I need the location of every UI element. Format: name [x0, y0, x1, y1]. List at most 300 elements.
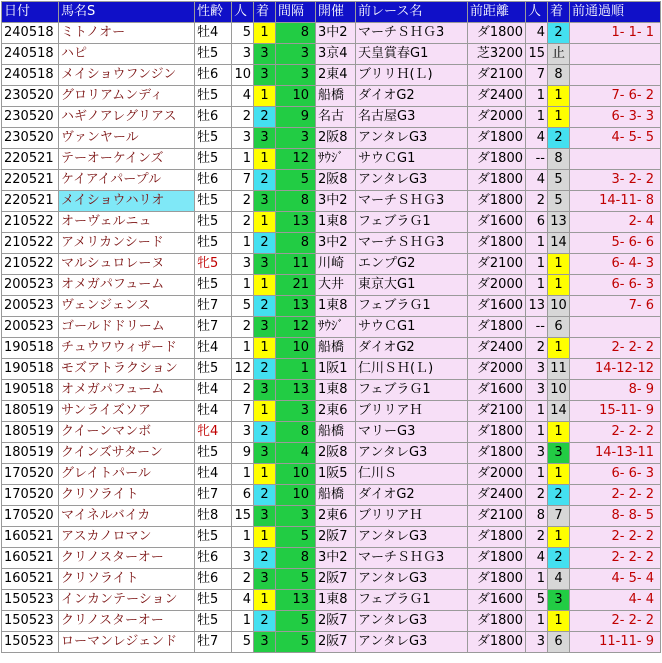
row-prev-race: マーチＳＨＧ3: [356, 191, 468, 212]
row-popularity: 2: [232, 569, 254, 590]
row-prev-race: ブリリアＨ: [356, 401, 468, 422]
row-prev-passing: 14-13-11: [570, 443, 661, 464]
header-finish[interactable]: 着: [254, 2, 276, 23]
row-prev-race: フェブラＧ1: [356, 380, 468, 401]
row-prev-popularity: 2: [526, 191, 548, 212]
row-date: 150523: [2, 590, 59, 611]
row-prev-popularity: 1: [526, 569, 548, 590]
row-track: 2阪7: [316, 611, 356, 632]
row-prev-distance: ダ1800: [468, 611, 526, 632]
row-popularity: 4: [232, 86, 254, 107]
row-prev-passing: 4- 5- 4: [570, 569, 661, 590]
table-row[interactable]: [2, 296, 661, 317]
table-row[interactable]: [2, 65, 661, 86]
table-body: [2, 23, 661, 653]
row-finish: 3: [254, 44, 276, 65]
table-row[interactable]: [2, 443, 661, 464]
row-interval: 8: [276, 233, 316, 254]
table-row[interactable]: [2, 611, 661, 632]
row-sex-age: 牡8: [195, 506, 232, 527]
row-popularity: 1: [232, 338, 254, 359]
row-prev-popularity: 1: [526, 422, 548, 443]
row-prev-race: マーチＳＨＧ3: [356, 548, 468, 569]
row-prev-distance: ダ2000: [468, 107, 526, 128]
row-sex-age: 牡5: [195, 443, 232, 464]
row-track: 2阪7: [316, 527, 356, 548]
row-prev-race: 名古屋G3: [356, 107, 468, 128]
row-sex-age: 牡6: [195, 170, 232, 191]
row-sex-age: 牡6: [195, 548, 232, 569]
row-track: 1東8: [316, 380, 356, 401]
row-horse-name: クリノスターオー: [59, 611, 195, 632]
row-prev-race: マーチＳＨＧ3: [356, 23, 468, 44]
row-prev-popularity: 4: [526, 548, 548, 569]
row-sex-age: 牡6: [195, 107, 232, 128]
row-prev-passing: 11-11- 9: [570, 632, 661, 653]
row-prev-finish: 8: [548, 65, 570, 86]
row-prev-finish: 5: [548, 170, 570, 191]
table-row[interactable]: [2, 422, 661, 443]
row-interval: 8: [276, 548, 316, 569]
row-popularity: 1: [232, 149, 254, 170]
row-prev-distance: ダ2100: [468, 65, 526, 86]
row-horse-name: オメガパフューム: [59, 380, 195, 401]
row-prev-passing: 2- 2- 2: [570, 527, 661, 548]
row-prev-race: アンタレG3: [356, 443, 468, 464]
row-prev-passing: 8- 8- 5: [570, 506, 661, 527]
row-prev-passing: 2- 2- 2: [570, 338, 661, 359]
table-row[interactable]: [2, 464, 661, 485]
row-prev-passing: 6- 6- 3: [570, 275, 661, 296]
row-track: 船橋: [316, 422, 356, 443]
row-horse-name: アスカノロマン: [59, 527, 195, 548]
header-prev-popularity[interactable]: 人: [526, 2, 548, 23]
row-prev-passing: 2- 2- 2: [570, 485, 661, 506]
row-prev-finish: 13: [548, 212, 570, 233]
row-prev-passing: [570, 317, 661, 338]
row-prev-finish: 6: [548, 317, 570, 338]
row-prev-distance: ダ2000: [468, 275, 526, 296]
row-prev-popularity: 4: [526, 170, 548, 191]
row-sex-age: 牡4: [195, 464, 232, 485]
row-sex-age: 牡5: [195, 611, 232, 632]
row-prev-popularity: --: [526, 317, 548, 338]
row-prev-finish: 1: [548, 107, 570, 128]
row-popularity: 1: [232, 464, 254, 485]
row-sex-age: 牡7: [195, 485, 232, 506]
row-sex-age: 牡5: [195, 44, 232, 65]
results-table: [1, 1, 661, 653]
table-row[interactable]: [2, 359, 661, 380]
row-prev-distance: ダ1800: [468, 548, 526, 569]
table-row[interactable]: [2, 590, 661, 611]
row-prev-passing: 2- 2- 2: [570, 611, 661, 632]
row-interval: 10: [276, 464, 316, 485]
row-date: 210522: [2, 212, 59, 233]
row-prev-distance: ダ1800: [468, 632, 526, 653]
row-prev-finish: 10: [548, 296, 570, 317]
row-interval: 11: [276, 254, 316, 275]
row-prev-popularity: 8: [526, 506, 548, 527]
row-date: 210522: [2, 233, 59, 254]
row-prev-popularity: 3: [526, 380, 548, 401]
row-interval: 13: [276, 590, 316, 611]
row-prev-distance: ダ1800: [468, 149, 526, 170]
row-popularity: 3: [232, 44, 254, 65]
row-horse-name: ミトノオー: [59, 23, 195, 44]
row-prev-race: 仁川Ｓ: [356, 464, 468, 485]
row-track: 2東6: [316, 401, 356, 422]
row-prev-distance: ダ2000: [468, 464, 526, 485]
row-finish: 3: [254, 632, 276, 653]
row-prev-popularity: 2: [526, 527, 548, 548]
row-prev-distance: ダ2100: [468, 401, 526, 422]
row-sex-age: 牡4: [195, 338, 232, 359]
row-prev-popularity: 1: [526, 233, 548, 254]
row-finish: 3: [254, 65, 276, 86]
row-prev-distance: ダ1800: [468, 422, 526, 443]
row-horse-name: ローマンレジェンド: [59, 632, 195, 653]
row-sex-age: 牡6: [195, 65, 232, 86]
row-horse-name: メイショウフンジン: [59, 65, 195, 86]
row-prev-race: アンタレG3: [356, 128, 468, 149]
row-sex-age: 牡5: [195, 149, 232, 170]
row-interval: 8: [276, 191, 316, 212]
row-finish: 3: [254, 506, 276, 527]
row-prev-distance: ダ1800: [468, 317, 526, 338]
row-date: 230520: [2, 128, 59, 149]
table-row[interactable]: [2, 338, 661, 359]
row-track: 1阪1: [316, 359, 356, 380]
row-interval: 13: [276, 380, 316, 401]
row-finish: 3: [254, 569, 276, 590]
header-prev-distance[interactable]: 前距離: [468, 2, 526, 23]
row-sex-age: 牡6: [195, 569, 232, 590]
row-interval: 21: [276, 275, 316, 296]
row-date: 180519: [2, 401, 59, 422]
row-date: 170520: [2, 464, 59, 485]
row-horse-name: マイネルバイカ: [59, 506, 195, 527]
row-finish: 1: [254, 590, 276, 611]
row-prev-race: サウＣG1: [356, 149, 468, 170]
row-track: 1東8: [316, 590, 356, 611]
row-prev-popularity: 1: [526, 464, 548, 485]
row-prev-distance: ダ2100: [468, 506, 526, 527]
row-finish: 2: [254, 170, 276, 191]
table-row[interactable]: [2, 401, 661, 422]
row-interval: 10: [276, 86, 316, 107]
header-interval[interactable]: 間隔: [276, 2, 316, 23]
row-interval: 4: [276, 443, 316, 464]
row-prev-popularity: 6: [526, 212, 548, 233]
row-interval: 1: [276, 359, 316, 380]
row-horse-name: クリソライト: [59, 569, 195, 590]
row-sex-age: 牡7: [195, 296, 232, 317]
row-horse-name: ゴールドドリーム: [59, 317, 195, 338]
row-prev-finish: 1: [548, 254, 570, 275]
row-sex-age: 牡5: [195, 233, 232, 254]
row-date: 180519: [2, 443, 59, 464]
row-popularity: 12: [232, 359, 254, 380]
table-row[interactable]: [2, 23, 661, 44]
row-date: 190518: [2, 380, 59, 401]
table-row[interactable]: [2, 44, 661, 65]
row-prev-popularity: 1: [526, 275, 548, 296]
row-track: ｻｳｼﾞ: [316, 317, 356, 338]
row-prev-distance: ダ1800: [468, 233, 526, 254]
row-prev-race: マリーG3: [356, 422, 468, 443]
row-prev-distance: ダ1600: [468, 380, 526, 401]
row-track: 3中2: [316, 23, 356, 44]
row-prev-distance: ダ2000: [468, 359, 526, 380]
header-track[interactable]: 開催: [316, 2, 356, 23]
row-horse-name: チュウワウィザード: [59, 338, 195, 359]
row-popularity: 3: [232, 128, 254, 149]
row-finish: 3: [254, 191, 276, 212]
row-prev-popularity: 3: [526, 359, 548, 380]
table-row[interactable]: [2, 149, 661, 170]
row-prev-passing: [570, 44, 661, 65]
row-prev-distance: 芝3200: [468, 44, 526, 65]
row-finish: 1: [254, 464, 276, 485]
row-prev-popularity: 5: [526, 590, 548, 611]
header-horse-name[interactable]: 馬名S: [59, 2, 195, 23]
row-sex-age: 牡7: [195, 632, 232, 653]
row-sex-age: 牡7: [195, 317, 232, 338]
header-date[interactable]: 日付: [2, 2, 59, 23]
row-date: 240518: [2, 65, 59, 86]
row-prev-popularity: 3: [526, 632, 548, 653]
row-prev-distance: ダ2400: [468, 485, 526, 506]
row-prev-passing: 4- 4: [570, 590, 661, 611]
row-popularity: 10: [232, 65, 254, 86]
row-sex-age: 牡5: [195, 275, 232, 296]
table-row[interactable]: [2, 632, 661, 653]
row-horse-name: メイショウハリオ: [59, 191, 195, 212]
row-finish: 1: [254, 338, 276, 359]
row-horse-name: オーヴェルニュ: [59, 212, 195, 233]
row-interval: 5: [276, 170, 316, 191]
table-row[interactable]: [2, 275, 661, 296]
row-prev-popularity: 1: [526, 254, 548, 275]
row-popularity: 2: [232, 191, 254, 212]
row-popularity: 2: [232, 212, 254, 233]
row-horse-name: アメリカンシード: [59, 233, 195, 254]
row-horse-name: グロリアムンディ: [59, 86, 195, 107]
row-popularity: 1: [232, 527, 254, 548]
row-prev-race: フェブラＧ1: [356, 296, 468, 317]
row-horse-name: ヴァンヤール: [59, 128, 195, 149]
row-prev-finish: 10: [548, 380, 570, 401]
row-horse-name: オメガパフューム: [59, 275, 195, 296]
row-date: 220521: [2, 191, 59, 212]
table-row[interactable]: [2, 506, 661, 527]
row-prev-finish: 1: [548, 611, 570, 632]
row-prev-finish: 止: [548, 44, 570, 65]
row-date: 150523: [2, 632, 59, 653]
row-prev-finish: 4: [548, 569, 570, 590]
row-horse-name: マルシュロレーヌ: [59, 254, 195, 275]
row-prev-finish: 5: [548, 191, 570, 212]
row-prev-popularity: 2: [526, 485, 548, 506]
row-prev-popularity: 4: [526, 128, 548, 149]
table-row[interactable]: [2, 191, 661, 212]
row-prev-distance: ダ1800: [468, 569, 526, 590]
table-row[interactable]: [2, 170, 661, 191]
row-popularity: 5: [232, 23, 254, 44]
table-row[interactable]: [2, 86, 661, 107]
row-finish: 1: [254, 212, 276, 233]
row-finish: 3: [254, 380, 276, 401]
row-prev-passing: [570, 149, 661, 170]
row-interval: 12: [276, 317, 316, 338]
row-sex-age: 牡5: [195, 590, 232, 611]
row-popularity: 3: [232, 422, 254, 443]
row-prev-finish: 1: [548, 464, 570, 485]
row-prev-passing: 6- 3- 3: [570, 107, 661, 128]
row-track: 2阪8: [316, 170, 356, 191]
row-horse-name: ケイアイパープル: [59, 170, 195, 191]
table-row[interactable]: [2, 212, 661, 233]
table-row[interactable]: [2, 128, 661, 149]
header-sex-age[interactable]: 性齢: [195, 2, 232, 23]
row-prev-popularity: 2: [526, 338, 548, 359]
header-prev-passing[interactable]: 前通過順: [570, 2, 661, 23]
row-finish: 1: [254, 275, 276, 296]
row-track: ｻｳｼﾞ: [316, 149, 356, 170]
row-prev-popularity: 15: [526, 44, 548, 65]
row-track: 2阪7: [316, 569, 356, 590]
table-row[interactable]: [2, 317, 661, 338]
table-row[interactable]: [2, 527, 661, 548]
row-prev-passing: 2- 2- 2: [570, 422, 661, 443]
row-track: 2東6: [316, 506, 356, 527]
table-row[interactable]: [2, 107, 661, 128]
row-popularity: 15: [232, 506, 254, 527]
row-track: 1東8: [316, 212, 356, 233]
row-interval: 10: [276, 485, 316, 506]
row-track: 川崎: [316, 254, 356, 275]
row-prev-passing: 6- 4- 3: [570, 254, 661, 275]
row-track: 船橋: [316, 338, 356, 359]
row-horse-name: テーオーケインズ: [59, 149, 195, 170]
row-prev-distance: ダ1600: [468, 296, 526, 317]
table-row[interactable]: [2, 380, 661, 401]
row-finish: 2: [254, 422, 276, 443]
row-date: 170520: [2, 506, 59, 527]
row-track: 2阪8: [316, 443, 356, 464]
row-horse-name: サンライズソア: [59, 401, 195, 422]
row-interval: 5: [276, 527, 316, 548]
row-prev-finish: 3: [548, 590, 570, 611]
row-track: 船橋: [316, 485, 356, 506]
row-popularity: 5: [232, 632, 254, 653]
row-date: 190518: [2, 359, 59, 380]
row-prev-finish: 1: [548, 422, 570, 443]
header-prev-finish[interactable]: 着: [548, 2, 570, 23]
row-track: 1阪5: [316, 464, 356, 485]
row-track: 2東4: [316, 65, 356, 86]
row-track: 船橋: [316, 86, 356, 107]
row-interval: 3: [276, 65, 316, 86]
row-date: 160521: [2, 548, 59, 569]
row-date: 160521: [2, 569, 59, 590]
row-interval: 3: [276, 44, 316, 65]
row-track: 3中2: [316, 191, 356, 212]
row-prev-finish: 1: [548, 275, 570, 296]
row-prev-race: ブリリＨ(Ｌ): [356, 65, 468, 86]
row-prev-distance: ダ1800: [468, 191, 526, 212]
row-prev-race: サウＣG1: [356, 317, 468, 338]
row-popularity: 2: [232, 317, 254, 338]
row-interval: 3: [276, 128, 316, 149]
row-sex-age: 牝4: [195, 422, 232, 443]
row-prev-finish: 3: [548, 443, 570, 464]
row-prev-distance: ダ1800: [468, 128, 526, 149]
row-horse-name: インカンテーション: [59, 590, 195, 611]
row-sex-age: 牡4: [195, 23, 232, 44]
row-date: 180519: [2, 422, 59, 443]
row-prev-finish: 11: [548, 359, 570, 380]
row-prev-distance: ダ1800: [468, 527, 526, 548]
table-row[interactable]: [2, 548, 661, 569]
row-prev-passing: 7- 6: [570, 296, 661, 317]
table-row[interactable]: [2, 485, 661, 506]
row-date: 220521: [2, 149, 59, 170]
table-row[interactable]: [2, 233, 661, 254]
row-prev-passing: 1- 1- 1: [570, 23, 661, 44]
row-prev-passing: 5- 6- 6: [570, 233, 661, 254]
row-date: 150523: [2, 611, 59, 632]
row-popularity: 1: [232, 233, 254, 254]
header-prev-race[interactable]: 前レース名: [356, 2, 468, 23]
row-popularity: 5: [232, 296, 254, 317]
row-sex-age: 牡5: [195, 359, 232, 380]
row-date: 210522: [2, 254, 59, 275]
row-prev-race: ダイオG2: [356, 485, 468, 506]
row-finish: 1: [254, 527, 276, 548]
row-popularity: 2: [232, 107, 254, 128]
row-finish: 1: [254, 401, 276, 422]
row-prev-popularity: 7: [526, 65, 548, 86]
row-prev-finish: 6: [548, 632, 570, 653]
row-sex-age: 牡5: [195, 191, 232, 212]
table-row[interactable]: [2, 569, 661, 590]
row-interval: 9: [276, 107, 316, 128]
row-prev-finish: 14: [548, 401, 570, 422]
row-prev-passing: 6- 6- 3: [570, 464, 661, 485]
row-interval: 5: [276, 569, 316, 590]
row-prev-distance: ダ1800: [468, 23, 526, 44]
row-finish: 3: [254, 317, 276, 338]
row-prev-finish: 8: [548, 149, 570, 170]
row-prev-race: アンタレG3: [356, 527, 468, 548]
row-popularity: 7: [232, 401, 254, 422]
row-prev-race: エンプG2: [356, 254, 468, 275]
header-popularity[interactable]: 人: [232, 2, 254, 23]
row-horse-name: ハギノアレグリアス: [59, 107, 195, 128]
row-finish: 1: [254, 23, 276, 44]
row-prev-distance: ダ2100: [468, 254, 526, 275]
row-horse-name: グレイトパール: [59, 464, 195, 485]
row-prev-popularity: 3: [526, 443, 548, 464]
row-track: 1東8: [316, 296, 356, 317]
row-finish: 2: [254, 233, 276, 254]
row-prev-race: フェブラＧ1: [356, 212, 468, 233]
row-prev-race: 東京大G1: [356, 275, 468, 296]
row-date: 200523: [2, 317, 59, 338]
table-row[interactable]: [2, 254, 661, 275]
